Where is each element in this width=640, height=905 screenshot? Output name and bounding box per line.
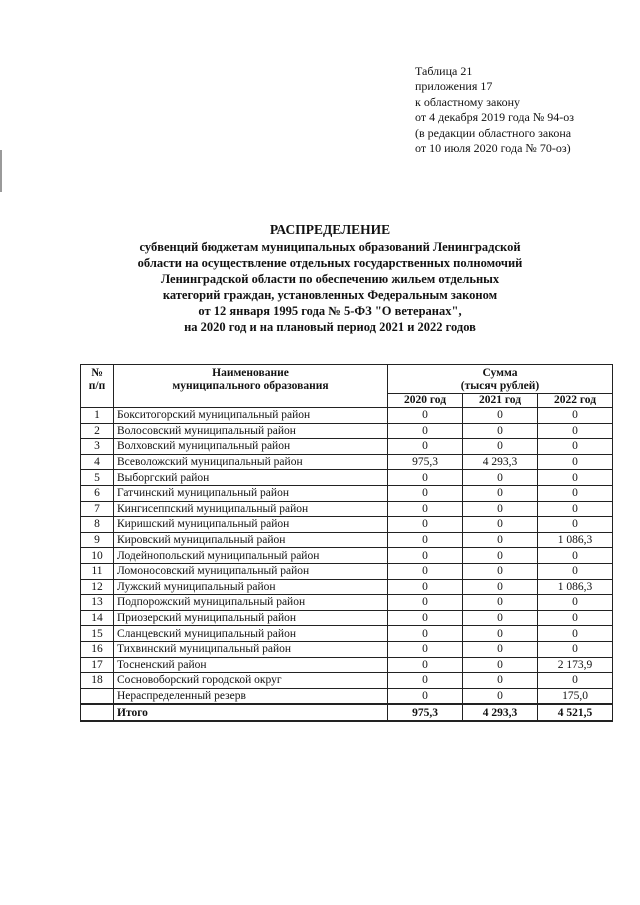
- row-municipality-name: Кировский муниципальный район: [114, 532, 388, 548]
- column-header-sum: [388, 365, 613, 394]
- appendix-line: (в редакции областного закона: [415, 125, 572, 140]
- row-value-2022: 0: [538, 501, 613, 517]
- row-value-2021: 0: [463, 610, 538, 626]
- title-line: субвенций бюджетам муниципальных образований Ленинградской: [139, 240, 521, 254]
- row-value-2022: 0: [538, 641, 613, 657]
- row-municipality-name: Подпорожский муниципальный район: [114, 595, 388, 611]
- row-municipality-name: Лужский муниципальный район: [114, 579, 388, 595]
- appendix-line: приложения 17: [415, 79, 493, 94]
- appendix-reference: [415, 64, 574, 156]
- row-value-2022: 0: [538, 595, 613, 611]
- column-header-number-line1: №: [91, 367, 103, 379]
- column-header-number-line2: п/п: [88, 380, 106, 392]
- table-row: [81, 610, 613, 626]
- row-value-2022: 175,0: [538, 688, 613, 704]
- row-number: 15: [81, 626, 114, 642]
- row-value-2022: 0: [538, 485, 613, 501]
- row-value-2020: 0: [388, 610, 463, 626]
- row-value-2021: 0: [463, 579, 538, 595]
- appendix-line: от 10 июля 2020 года № 70-оз): [415, 141, 571, 156]
- row-value-2022: 1 086,3: [538, 532, 613, 548]
- row-municipality-name: Сланцевский муниципальный район: [114, 626, 388, 642]
- row-municipality-name: Киришский муниципальный район: [114, 517, 388, 533]
- table-row: [81, 501, 613, 517]
- row-value-2021: 0: [463, 626, 538, 642]
- table-row: [81, 563, 613, 579]
- table-row: [81, 579, 613, 595]
- row-value-2020: 0: [388, 673, 463, 689]
- column-header-sum-line1: Сумма: [482, 367, 518, 379]
- title-main: РАСПРЕДЕЛЕНИЕ: [269, 222, 391, 237]
- row-value-2022: 0: [538, 563, 613, 579]
- total-value-2022: 4 521,5: [538, 704, 613, 721]
- row-number: 11: [81, 563, 114, 579]
- row-value-2021: 0: [463, 423, 538, 439]
- row-municipality-name: Сосновоборский городской округ: [114, 673, 388, 689]
- table-row: [81, 626, 613, 642]
- table-row: [81, 470, 613, 486]
- row-number: 4: [81, 454, 114, 470]
- row-value-2022: 0: [538, 610, 613, 626]
- row-value-2022: 0: [538, 673, 613, 689]
- row-value-2021: 0: [463, 439, 538, 455]
- row-value-2020: 0: [388, 626, 463, 642]
- row-municipality-name: Тихвинский муниципальный район: [114, 641, 388, 657]
- title-line: Ленинградской области по обеспечению жильем отдельных: [160, 272, 500, 286]
- table-row: [81, 595, 613, 611]
- row-value-2021: 0: [463, 563, 538, 579]
- table-row: [81, 517, 613, 533]
- column-header-sum-line2: (тысяч рублей): [460, 380, 540, 392]
- row-value-2022: 0: [538, 423, 613, 439]
- row-number: 5: [81, 470, 114, 486]
- row-value-2022: 1 086,3: [538, 579, 613, 595]
- table-row: [81, 439, 613, 455]
- row-value-2021: 0: [463, 657, 538, 673]
- row-value-2022: 0: [538, 626, 613, 642]
- row-value-2022: 2 173,9: [538, 657, 613, 673]
- row-municipality-name: Волховский муниципальный район: [114, 439, 388, 455]
- row-value-2021: 0: [463, 408, 538, 424]
- title-line: области на осуществление отдельных государственных полномочий: [137, 256, 523, 270]
- total-value-2020: 975,3: [388, 704, 463, 721]
- row-municipality-name: Ломоносовский муниципальный район: [114, 563, 388, 579]
- total-label: Итого: [114, 704, 388, 721]
- row-municipality-name: Волосовский муниципальный район: [114, 423, 388, 439]
- row-value-2020: 0: [388, 501, 463, 517]
- row-number: 18: [81, 673, 114, 689]
- row-value-2021: 0: [463, 673, 538, 689]
- row-value-2021: 0: [463, 641, 538, 657]
- row-value-2020: 0: [388, 517, 463, 533]
- table-row: [81, 532, 613, 548]
- row-number: 17: [81, 657, 114, 673]
- row-municipality-name: Тосненский район: [114, 657, 388, 673]
- table-row: [81, 673, 613, 689]
- table-body: [81, 408, 613, 721]
- row-value-2020: 0: [388, 563, 463, 579]
- row-number: 7: [81, 501, 114, 517]
- title-line: на 2020 год и на плановый период 2021 и 2022 годов: [184, 320, 476, 334]
- row-value-2020: 0: [388, 470, 463, 486]
- table-row: [81, 657, 613, 673]
- table-row: [81, 548, 613, 564]
- row-municipality-name: Лодейнопольский муниципальный район: [114, 548, 388, 564]
- row-value-2020: 0: [388, 657, 463, 673]
- row-municipality-name: Выборгский район: [114, 470, 388, 486]
- table-row: [81, 485, 613, 501]
- title-line: категорий граждан, установленных Федеральным законом: [162, 288, 498, 302]
- appendix-line: от 4 декабря 2019 года № 94-оз: [415, 110, 575, 125]
- row-value-2020: 0: [388, 485, 463, 501]
- column-header-number: [81, 365, 114, 408]
- appendix-line: Таблица 21: [415, 64, 473, 78]
- row-value-2022: 0: [538, 408, 613, 424]
- row-value-2021: 0: [463, 532, 538, 548]
- column-header-2020: 2020 год: [388, 394, 463, 408]
- column-header-2022: 2022 год: [538, 394, 613, 408]
- table-row: [81, 454, 613, 470]
- row-municipality-name: Всеволожский муниципальный район: [114, 454, 388, 470]
- row-number: 1: [81, 408, 114, 424]
- row-number: 2: [81, 423, 114, 439]
- row-value-2020: 975,3: [388, 454, 463, 470]
- row-value-2020: 0: [388, 548, 463, 564]
- scan-edge-mark: [0, 150, 2, 192]
- row-value-2022: 0: [538, 439, 613, 455]
- column-header-name-line1: Наименование: [212, 367, 289, 379]
- table-row: [81, 408, 613, 424]
- row-number: [81, 688, 114, 704]
- row-number: 3: [81, 439, 114, 455]
- row-number: 9: [81, 532, 114, 548]
- row-value-2022: 0: [538, 454, 613, 470]
- row-number: 14: [81, 610, 114, 626]
- total-number-cell: [81, 704, 114, 721]
- row-value-2021: 0: [463, 517, 538, 533]
- row-value-2021: 4 293,3: [463, 454, 538, 470]
- document-title: [60, 222, 600, 335]
- row-number: 8: [81, 517, 114, 533]
- row-number: 13: [81, 595, 114, 611]
- table-row: [81, 423, 613, 439]
- total-row: [81, 704, 613, 721]
- row-value-2022: 0: [538, 517, 613, 533]
- row-value-2020: 0: [388, 641, 463, 657]
- row-value-2022: 0: [538, 548, 613, 564]
- row-value-2021: 0: [463, 470, 538, 486]
- row-value-2020: 0: [388, 595, 463, 611]
- row-number: 6: [81, 485, 114, 501]
- table-row: [81, 641, 613, 657]
- row-value-2021: 0: [463, 485, 538, 501]
- row-municipality-name: Нераспределенный резерв: [114, 688, 388, 704]
- row-municipality-name: Бокситогорский муниципальный район: [114, 408, 388, 424]
- column-header-name-line2: муниципального образования: [172, 380, 329, 392]
- title-line: от 12 января 1995 года № 5-ФЗ "О ветеранах",: [198, 304, 462, 318]
- row-value-2020: 0: [388, 439, 463, 455]
- row-number: 16: [81, 641, 114, 657]
- row-value-2020: 0: [388, 688, 463, 704]
- row-value-2020: 0: [388, 579, 463, 595]
- row-number: 12: [81, 579, 114, 595]
- appendix-line: к областному закону: [415, 94, 521, 109]
- row-municipality-name: Кингисеппский муниципальный район: [114, 501, 388, 517]
- row-municipality-name: Гатчинский муниципальный район: [114, 485, 388, 501]
- row-value-2020: 0: [388, 423, 463, 439]
- row-value-2021: 0: [463, 548, 538, 564]
- total-value-2021: 4 293,3: [463, 704, 538, 721]
- row-value-2020: 0: [388, 532, 463, 548]
- row-number: 10: [81, 548, 114, 564]
- row-value-2021: 0: [463, 688, 538, 704]
- row-municipality-name: Приозерский муниципальный район: [114, 610, 388, 626]
- column-header-2021: 2021 год: [463, 394, 538, 408]
- column-header-name: [114, 365, 388, 408]
- row-value-2021: 0: [463, 595, 538, 611]
- row-value-2022: 0: [538, 470, 613, 486]
- row-value-2021: 0: [463, 501, 538, 517]
- distribution-table: [80, 364, 613, 722]
- row-value-2020: 0: [388, 408, 463, 424]
- table-row: [81, 688, 613, 704]
